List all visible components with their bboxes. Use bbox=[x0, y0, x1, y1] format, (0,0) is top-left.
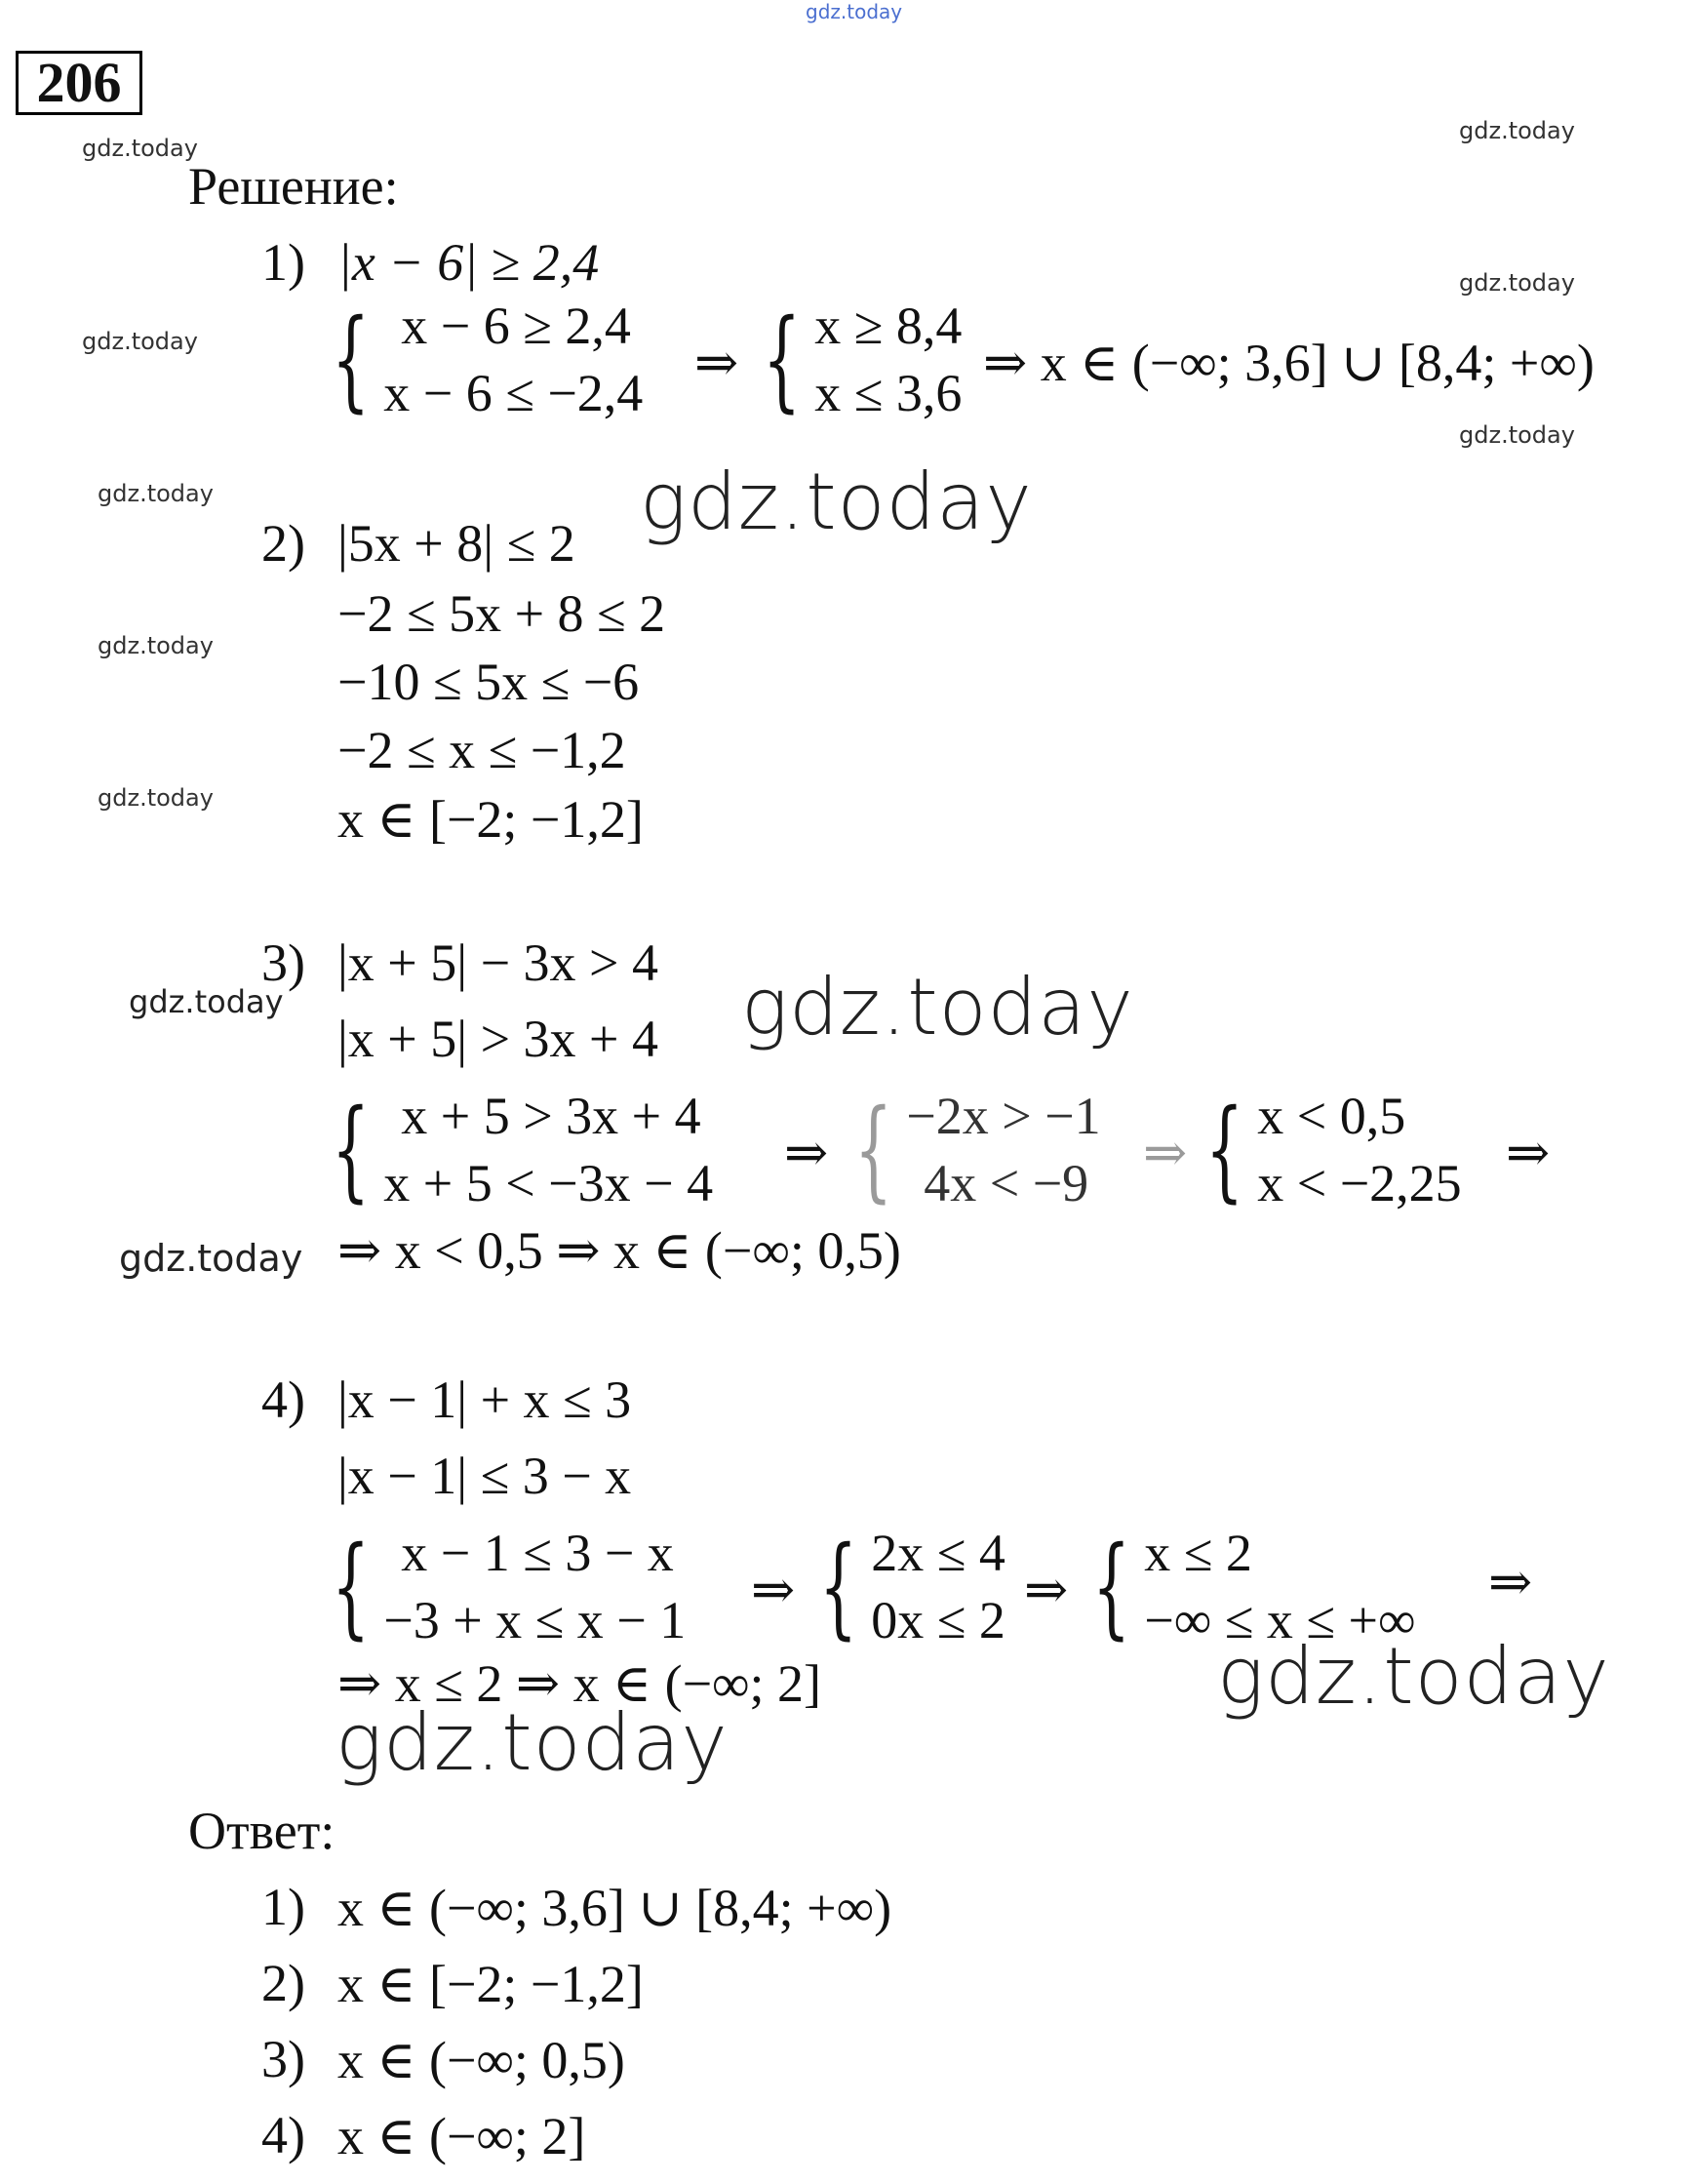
implies-arrow: ⇒ bbox=[1488, 1553, 1533, 1611]
p3-result: ⇒ x < 0,5 ⇒ x ∈ (−∞; 0,5) bbox=[337, 1221, 901, 1280]
p3-inequality: |x + 5| − 3x > 4 bbox=[337, 933, 658, 992]
watermark: gdz.today bbox=[119, 1237, 303, 1280]
p3-system-c bbox=[1205, 1083, 1462, 1217]
p3-number: 3) bbox=[261, 933, 305, 992]
brace-icon: { bbox=[854, 1086, 893, 1213]
system-row: −2x > −1 bbox=[906, 1087, 1101, 1145]
p4-system-b bbox=[819, 1520, 1005, 1654]
p1-result: ⇒ x ∈ (−∞; 3,6] ∪ [8,4; +∞) bbox=[983, 334, 1595, 392]
watermark: gdz.today bbox=[129, 983, 284, 1020]
p3-system-b bbox=[854, 1083, 1101, 1217]
p1-inequality: |x − 6| ≥ 2,4 bbox=[337, 233, 600, 292]
system-row: 0x ≤ 2 bbox=[871, 1591, 1005, 1649]
watermark-large: gdz.today bbox=[741, 962, 1134, 1052]
system-row: x ≥ 8,4 bbox=[814, 297, 963, 355]
system-row: 2x ≤ 4 bbox=[871, 1524, 1005, 1582]
p4-system-a bbox=[332, 1520, 686, 1654]
p2-step-3: −2 ≤ x ≤ −1,2 bbox=[337, 721, 626, 779]
brace-icon: { bbox=[1205, 1086, 1244, 1213]
implies-arrow: ⇒ bbox=[694, 334, 739, 392]
system-row: x + 5 > 3x + 4 bbox=[401, 1087, 701, 1145]
system-row: x < −2,25 bbox=[1257, 1154, 1462, 1212]
answer-item: x ∈ (−∞; 3,6] ∪ [8,4; +∞) bbox=[337, 1879, 892, 1937]
brace-icon: { bbox=[332, 1086, 371, 1213]
answer-number: 1) bbox=[261, 1878, 305, 1936]
system-row: x − 1 ≤ 3 − x bbox=[401, 1524, 674, 1582]
brace-icon: { bbox=[332, 1523, 371, 1650]
watermark-large: gdz.today bbox=[640, 457, 1033, 547]
p4-inequality: |x − 1| + x ≤ 3 bbox=[337, 1370, 632, 1429]
p1-system-b bbox=[763, 293, 962, 427]
p4-system-c bbox=[1092, 1520, 1415, 1654]
watermark-large: gdz.today bbox=[335, 1697, 729, 1788]
p4-result: ⇒ x ≤ 2 ⇒ x ∈ (−∞; 2] bbox=[337, 1654, 822, 1713]
answer-number: 2) bbox=[261, 1954, 305, 2012]
system-row: x + 5 < −3x − 4 bbox=[383, 1154, 714, 1212]
system-row: −∞ ≤ x ≤ +∞ bbox=[1144, 1591, 1416, 1649]
p3-system-a bbox=[332, 1083, 713, 1217]
p1-system-a bbox=[332, 293, 643, 427]
answer-item: x ∈ [−2; −1,2] bbox=[337, 1955, 644, 2013]
answer-item: x ∈ (−∞; 0,5) bbox=[337, 2031, 625, 2089]
system-row: 4x < −9 bbox=[924, 1154, 1089, 1212]
implies-arrow: ⇒ bbox=[1506, 1124, 1551, 1182]
p4-number: 4) bbox=[261, 1370, 305, 1429]
brace-icon: { bbox=[1092, 1523, 1131, 1650]
p2-inequality: |5x + 8| ≤ 2 bbox=[337, 514, 575, 573]
answer-number: 3) bbox=[261, 2030, 305, 2088]
answer-heading: Ответ: bbox=[188, 1802, 335, 1860]
p2-step-1: −2 ≤ 5x + 8 ≤ 2 bbox=[337, 584, 666, 643]
implies-arrow: ⇒ bbox=[751, 1561, 796, 1619]
watermark: gdz.today bbox=[1459, 269, 1575, 297]
watermark: gdz.today bbox=[82, 135, 198, 162]
system-row: x ≤ 2 bbox=[1144, 1524, 1252, 1582]
p2-step-4: x ∈ [−2; −1,2] bbox=[337, 790, 644, 849]
p4-step-1: |x − 1| ≤ 3 − x bbox=[337, 1447, 632, 1505]
implies-arrow: ⇒ bbox=[1024, 1561, 1069, 1619]
system-row: x < 0,5 bbox=[1257, 1087, 1406, 1145]
brace-icon: { bbox=[332, 296, 371, 423]
system-row: −3 + x ≤ x − 1 bbox=[383, 1591, 687, 1649]
problem-number: 206 bbox=[16, 51, 142, 115]
watermark: gdz.today bbox=[98, 632, 214, 659]
system-row: x − 6 ≥ 2,4 bbox=[401, 297, 631, 355]
answer-number: 4) bbox=[261, 2106, 305, 2164]
system-row: x ≤ 3,6 bbox=[814, 364, 963, 422]
watermark: gdz.today bbox=[82, 328, 198, 355]
brace-icon: { bbox=[763, 296, 802, 423]
implies-arrow: ⇒ bbox=[784, 1124, 829, 1182]
watermark: gdz.today bbox=[1459, 117, 1575, 144]
p3-step-1: |x + 5| > 3x + 4 bbox=[337, 1010, 658, 1068]
answer-item: x ∈ (−∞; 2] bbox=[337, 2107, 586, 2165]
p2-step-2: −10 ≤ 5x ≤ −6 bbox=[337, 653, 640, 711]
brace-icon: { bbox=[819, 1523, 858, 1650]
watermark: gdz.today bbox=[98, 784, 214, 812]
p2-number: 2) bbox=[261, 514, 305, 573]
implies-arrow: ⇒ bbox=[1143, 1124, 1188, 1182]
watermark-large: gdz.today bbox=[1217, 1631, 1610, 1722]
system-row: x − 6 ≤ −2,4 bbox=[383, 364, 644, 422]
watermark: gdz.today bbox=[1459, 421, 1575, 449]
watermark: gdz.today bbox=[98, 480, 214, 507]
watermark-top: gdz.today bbox=[806, 0, 903, 23]
solution-heading: Решение: bbox=[188, 157, 399, 216]
p1-number: 1) bbox=[261, 233, 305, 292]
